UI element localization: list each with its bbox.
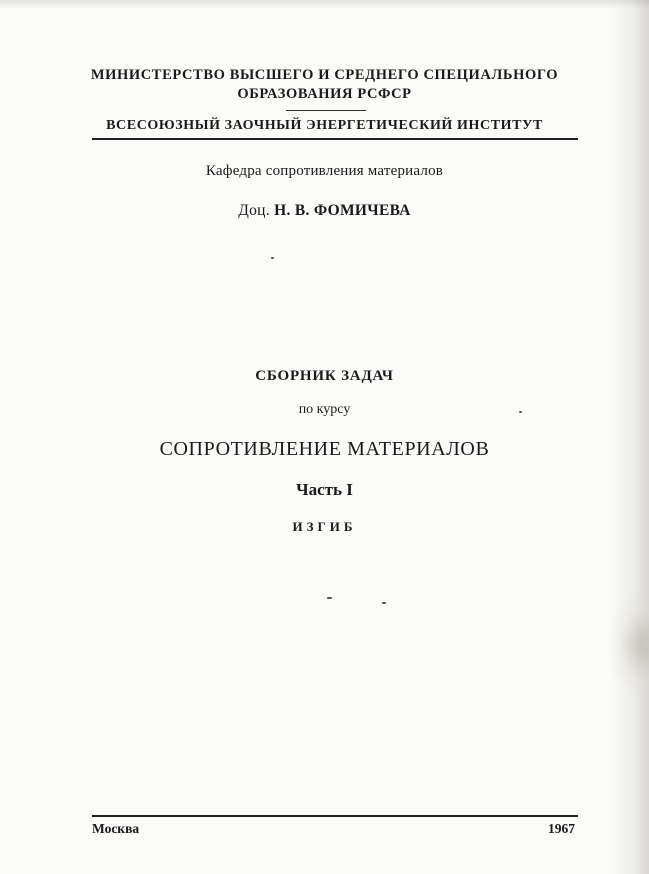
author-title: Доц. [238,202,270,219]
collection-title: СБОРНИК ЗАДАЧ [255,368,394,384]
page-top-shadow [0,0,649,8]
footer-rule [92,815,578,817]
ministry-line-2: ОБРАЗОВАНИЯ РСФСР [237,86,412,102]
short-divider [286,110,366,111]
ministry-heading [0,66,649,104]
publication-year: 1967 [548,821,575,836]
header-rule [92,138,578,140]
department-name: Кафедра сопротивления материалов [205,163,444,179]
ministry-line-1: МИНИСТЕРСТВО ВЫСШЕГО И СРЕДНЕГО СПЕЦИАЛЬНОГО [90,67,559,83]
topic-title: ИЗГИБ [292,519,357,534]
print-speck [271,257,274,259]
print-speck [382,602,386,604]
course-prefix: по курсу [298,402,351,417]
publication-city: Москва [92,821,140,836]
paper-damage [607,590,649,700]
print-speck [519,411,522,413]
part-number: Часть I [296,480,353,499]
author-line [0,202,649,220]
author-name: Н. В. ФОМИЧЕВА [274,202,411,219]
institute-name: ВСЕСОЮЗНЫЙ ЗАОЧНЫЙ ЭНЕРГЕТИЧЕСКИЙ ИНСТИТУТ [106,118,543,133]
subject-title: СОПРОТИВЛЕНИЕ МАТЕРИАЛОВ [159,438,490,460]
print-speck [327,597,332,599]
